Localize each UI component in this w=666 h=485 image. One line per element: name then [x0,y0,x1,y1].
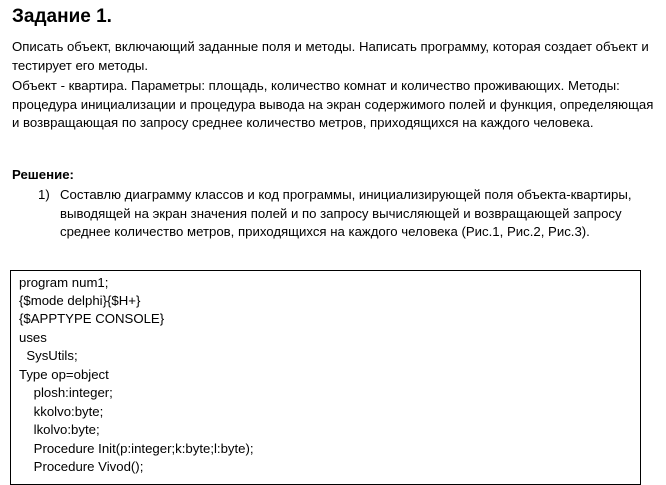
code-line: plosh:integer; [19,385,113,400]
code-line: uses [19,330,47,345]
code-line: SysUtils; [19,348,78,363]
step-text: Составлю диаграмму классов и код программы, инициализирующей поля объекта-квартиры, выводящей на экран значения полей и по запросу вычисляющей и возвращающей запросу среднее количество метров, приходящихся на каждого человека (Рис.1, Рис.2, Рис.3). [60,187,632,239]
task-title: Задание 1. [12,6,112,27]
task-description: Описать объект, включающий заданные поля и методы. Написать программу, которая создает объект и тестирует его методы. [12,39,649,73]
code-line: Procedure Vivod(); [19,459,144,474]
object-description: Объект - квартира. Параметры: площадь, количество комнат и количество проживающих. Методы: процедура инициализации и процедура вывода на экран содержимого полей и функция, определяющая и возвращающая по запросу среднее количество метров, приходящихся на каждого человека. [12,78,654,130]
code-line: program num1; [19,275,109,290]
code-line: {$mode delphi}{$H+} [19,293,141,308]
solution-label: Решение: [12,167,74,182]
code-listing [10,270,641,485]
code-line: Type op=object [19,367,109,382]
code-line: {$APPTYPE CONSOLE} [19,311,165,326]
step-number: 1) [38,187,50,202]
code-line: Procedure Init(p:integer;k:byte;l:byte); [19,441,254,456]
code-line: lkolvo:byte; [19,422,100,437]
code-line: kkolvo:byte; [19,404,104,419]
